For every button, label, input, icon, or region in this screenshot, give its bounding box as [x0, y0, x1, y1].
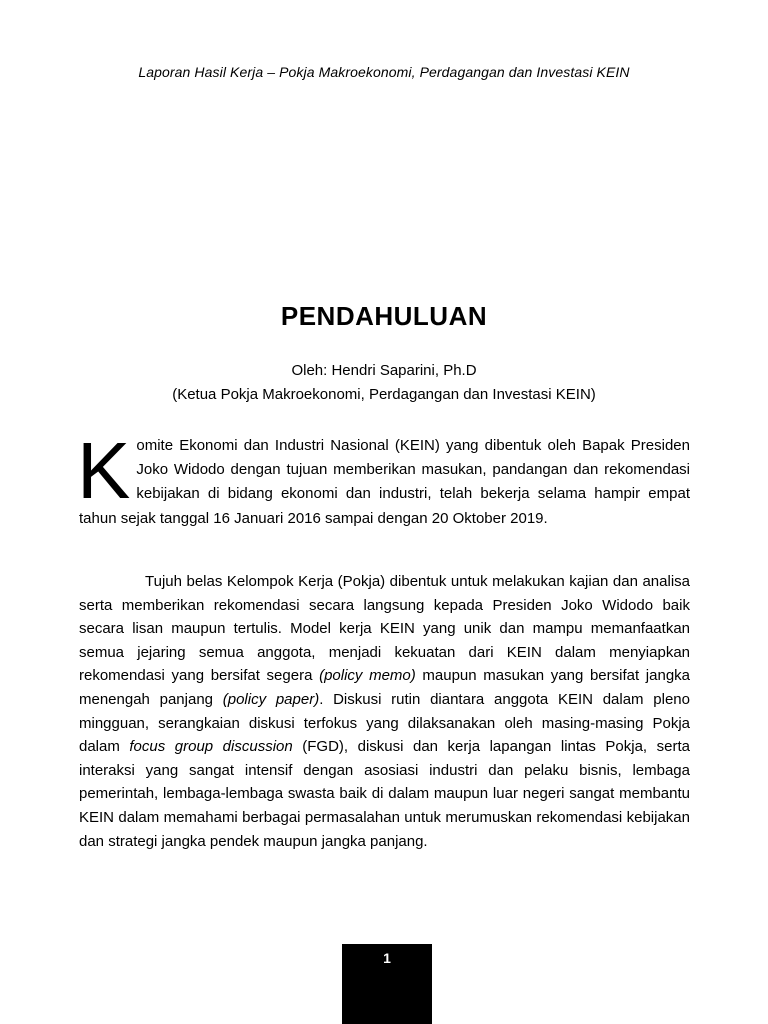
author-line: Oleh: Hendri Saparini, Ph.D	[291, 362, 477, 379]
paragraph-body-text-4: (FGD), diskusi dan kerja lapangan lintas Pokja, serta interaksi yang sangat intensif dengan asosiasi industri dan pelaku bisnis, lembaga pemerintah, lembaga-lembaga swasta baik di dalam maupun luar negeri sangat membantu KEIN dalam memahami berbagai permasalahan untuk merumuskan rekomendasi kebijakan dan strategi jangka pendek maupun jangka panjang.	[79, 738, 690, 850]
paragraph-body-text-1: Tujuh belas Kelompok Kerja (Pokja) dibentuk untuk melakukan kajian dan analisa serta memberikan rekomendasi secara langsung kepada Presiden Joko Widodo baik secara lisan maupun tertulis. Model kerja KEIN yang unik dan mampu memanfaatkan semua jejaring semua anggota, menjadi kekuatan dari KEIN dalam menyiapkan rekomendasi yang bersifat segera	[79, 573, 690, 685]
paragraph-body-text-3: . Diskusi rutin diantara anggota KEIN dalam pleno mingguan, serangkaian diskusi terfokus yang dilaksanakan oleh masing-masing Pokja dalam	[79, 690, 690, 756]
policy-paper-term: (policy paper)	[222, 690, 320, 708]
page-number: 1	[383, 950, 391, 966]
paragraph-body-text-2: maupun masukan yang bersifat jangka menengah panjang	[79, 667, 690, 708]
page-number-box	[342, 944, 432, 1024]
section-title: PENDAHULUAN	[280, 301, 488, 331]
running-header: Laporan Hasil Kerja – Pokja Makroekonomi, Perdagangan dan Investasi KEIN	[138, 64, 630, 80]
paragraph-intro	[77, 426, 690, 531]
fgd-term: focus group discussion	[129, 738, 293, 756]
dropcap-letter: K	[77, 426, 131, 515]
paragraph-intro-text: omite Ekonomi dan Industri Nasional (KEIN) yang dibentuk oleh Bapak Presiden Joko Widodo dengan tujuan memberikan masukan, pandangan dan rekomendasi kebijakan di bidang ekonomi dan industri, telah bekerja selama hampir empat tahun sejak tanggal 16 Januari 2016 sampai dengan 20 Oktober 2019.	[79, 437, 690, 527]
paragraph-body	[79, 570, 690, 853]
author-role: (Ketua Pokja Makroekonomi, Perdagangan dan Investasi KEIN)	[172, 386, 596, 403]
policy-memo-term: (policy memo)	[319, 667, 416, 685]
